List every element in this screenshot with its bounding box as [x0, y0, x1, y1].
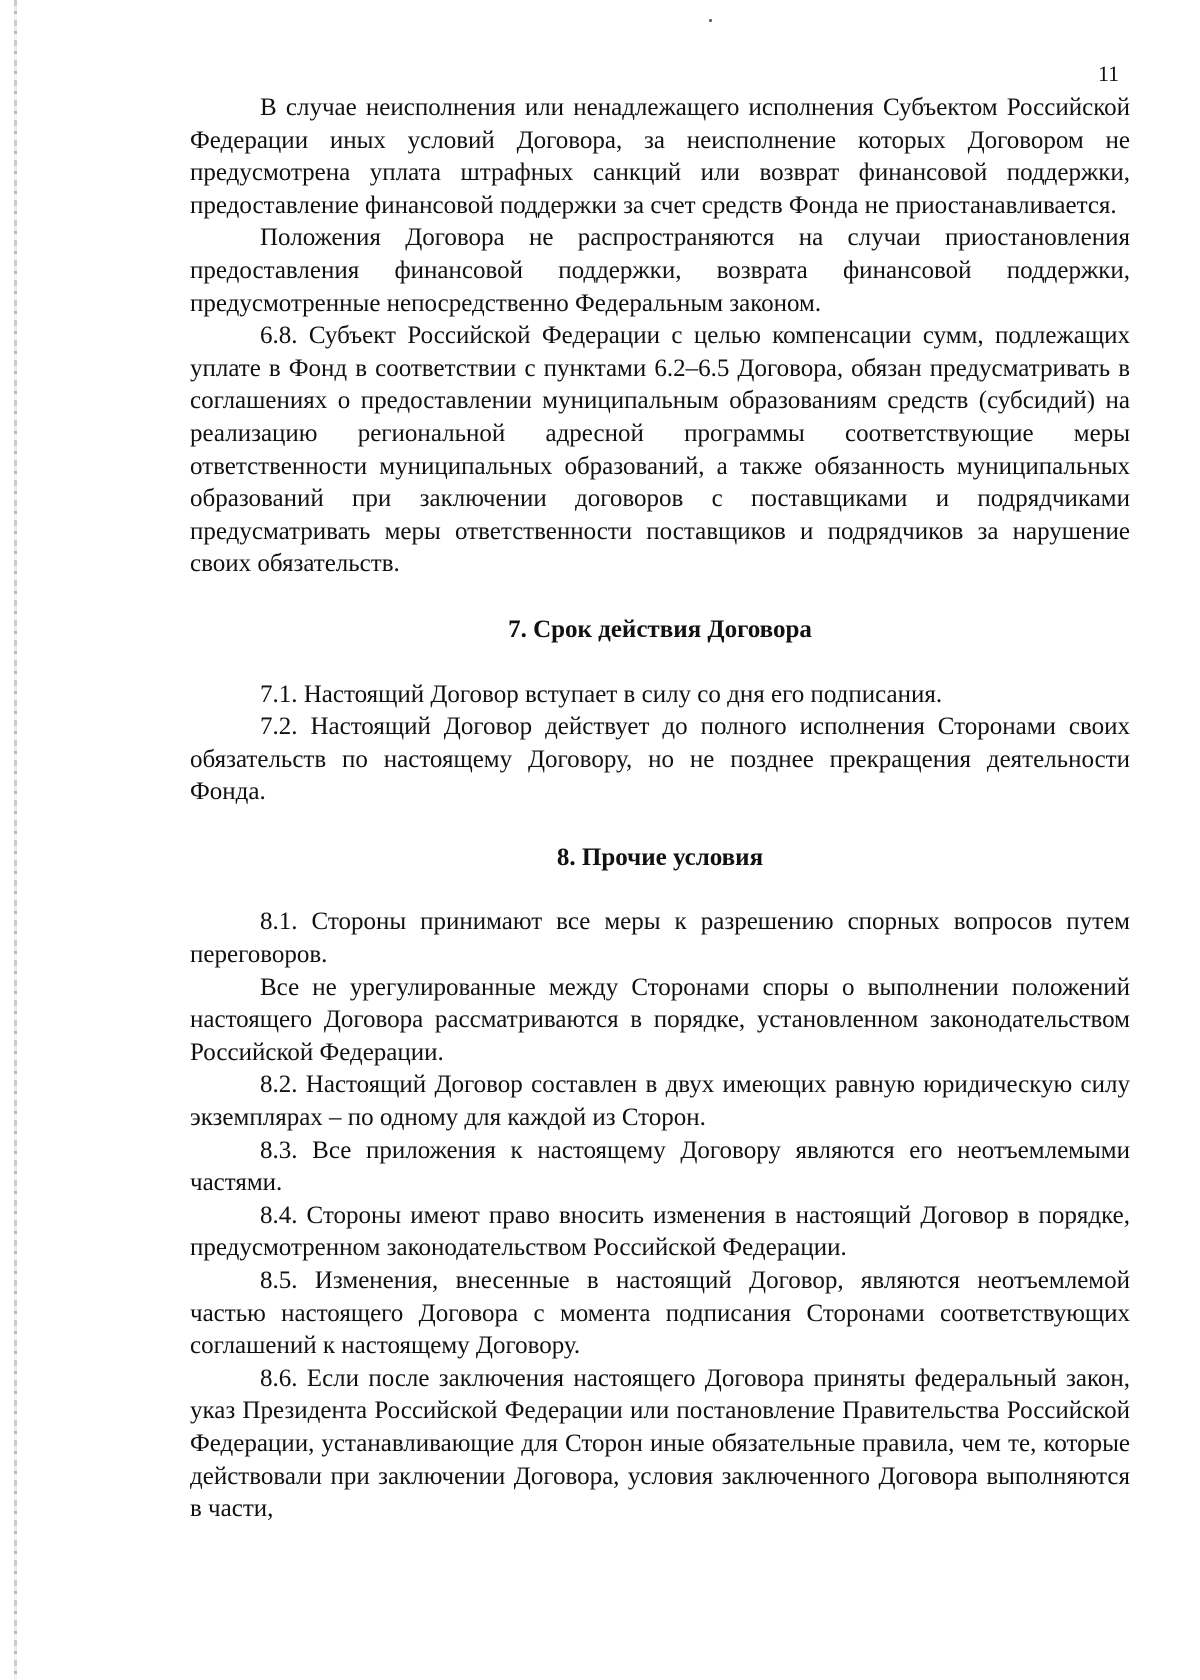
paragraph: 8.4. Стороны имеют право вносить изменения в настоящий Договор в порядке, предусмотренном законодательством Российской Федерации.	[190, 1201, 1130, 1262]
paragraph: 7.2. Настоящий Договор действует до полного исполнения Сторонами своих обязательств по настоящему Договору, но не позднее прекращения деятельности Фонда.	[190, 713, 1130, 806]
document-body	[190, 92, 1130, 1526]
section-heading-8: 8. Прочие условия	[556, 843, 764, 871]
paragraph: 8.1. Стороны принимают все меры к разрешению спорных вопросов путем переговоров.	[190, 908, 1130, 969]
paragraph: 7.1. Настоящий Договор вступает в силу со дня его подписания.	[260, 680, 943, 708]
paragraph: Положения Договора не распространяются на случаи приостановления предоставления финансовой поддержки, возврата финансовой поддержки, предусмотренные непосредственно Федеральным законом.	[190, 224, 1130, 317]
scan-dot-artifact	[709, 19, 712, 22]
paragraph: 8.5. Изменения, внесенные в настоящий Договор, являются неотъемлемой частью настоящего Договора с момента подписания Сторонами соответствующих соглашений к настоящему Договору.	[190, 1267, 1130, 1360]
paragraph: 8.3. Все приложения к настоящему Договору являются его неотъемлемыми частями.	[190, 1136, 1130, 1197]
paragraph: 8.6. Если после заключения настоящего Договора приняты федеральный закон, указ Президента Российской Федерации или постановление Правительства Российской Федерации, устанавливающие для Сторон иные обязательные правила, чем те, которые действовали при заключении Договора, условия заключенного Договора выполняются в части,	[190, 1364, 1130, 1523]
paragraph: Все не урегулированные между Сторонами споры о выполнении положений настоящего Договора рассматриваются в порядке, установленном законодательством Российской Федерации.	[190, 973, 1130, 1066]
scan-edge-artifact	[14, 0, 17, 1680]
paragraph: 8.2. Настоящий Договор составлен в двух имеющих равную юридическую силу экземплярах – по одному для каждой из Сторон.	[190, 1071, 1130, 1132]
section-heading-7: 7. Срок действия Договора	[508, 615, 812, 643]
paragraph: 6.8. Субъект Российской Федерации с целью компенсации сумм, подлежащих уплате в Фонд в соответствии с пунктами 6.2–6.5 Договора, обязан предусматривать в соглашениях о предоставлении муниципальным образованиям средств (субсидий) на реализацию региональной адресной программы соответствующие меры ответственности муниципальных образований, а также обязанность муниципальных образований при заключении договоров с поставщиками и подрядчиками предусматривать меры ответственности поставщиков и подрядчиков за нарушение своих обязательств.	[190, 322, 1130, 578]
page-number: 11	[1098, 61, 1120, 86]
paragraph: В случае неисполнения или ненадлежащего исполнения Субъектом Российской Федерации иных условий Договора, за неисполнение которых Договором не предусмотрена уплата штрафных санкций или возврат финансовой поддержки, предоставление финансовой поддержки за счет средств Фонда не приостанавливается.	[190, 94, 1130, 219]
